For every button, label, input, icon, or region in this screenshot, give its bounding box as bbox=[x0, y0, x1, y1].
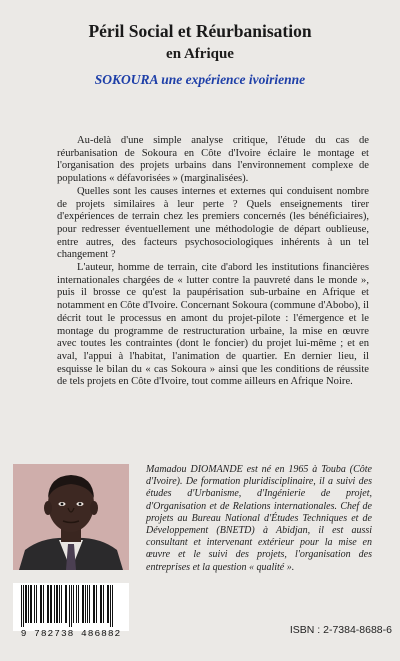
book-subtitle: en Afrique bbox=[166, 46, 234, 62]
book-subtitle-secondary: SOKOURA une expérience ivoirienne bbox=[94, 72, 306, 87]
book-title: Péril Social et Réurbanisation bbox=[88, 21, 312, 41]
author-bio bbox=[146, 464, 372, 574]
author-photo bbox=[13, 464, 129, 570]
synopsis-paragraph-2: Quelles sont les causes internes et externes qui conduisent nombre de projets similaires à leur perte ? Quels enseignements tirer d'expériences de terrain chez les premiers concernés (les bénéficiaires), pour redresser éventuellement une méthodologie de départ oublieuse, entre autres, des facteurs psychosociologiques inhérents à un tel changement ? bbox=[57, 185, 369, 261]
barcode-number: 9 782738 486882 bbox=[20, 628, 122, 639]
synopsis-paragraph-1: Au-delà d'une simple analyse critique, l'étude du cas de réurbanisation de Sokoura en Côte d'Ivoire éclaire le montage et l'organisation des projets urbains dans l'environnement complexe de populations « défavorisées » (marginalisées). bbox=[57, 135, 369, 185]
author-name: Mamadou DIOMANDE bbox=[146, 464, 243, 475]
synopsis-paragraph-3: L'auteur, homme de terrain, cite d'abord les institutions financières internationales chargées de « lutter contre la pauvreté dans le monde », puis il brosse ce qu'est la paupérisation sub-urbaine en Afrique et notamment en Côte d'Ivoire. Concernant Sokoura (commune d'Abobo), il décrit tout le processus en amont du projet-pilote : l'émergence et le montage du programme de restructuration urbaine, la mise en œuvre avec toutes les contraintes (dont le foncier) du projet lui-même ; et en aval, l'appui à l'habitat, l'animation de quartier. En dernier lieu, il esquisse le bilan du « cas Sokoura » ainsi que les conditions de réussite de tels projets en Côte d'Ivoire, tout comme ailleurs en Afrique Noire. bbox=[57, 262, 369, 388]
barcode bbox=[13, 583, 129, 631]
isbn-label: ISBN : 2-7384-8688-6 bbox=[289, 624, 392, 636]
barcode-bars bbox=[13, 583, 129, 627]
author-bio-text: est né en 1965 à Touba (Côte d'Ivoire). De formation pluridisciplinaire, il a suivi des études d'Urbanisme, d'Ingénierie de projet, d'Organisation et de Relations internationales. Chef de projets au Bureau National d'Études Techniques et de Développement (BNETD) à Abidjan, il est aussi consultant et intervenant extérieur pour la mise en œuvre et le suivi des projets, l'organisation des entreprises et la question « qualité ». bbox=[146, 464, 372, 573]
synopsis bbox=[57, 135, 369, 389]
author-portrait-image bbox=[13, 464, 129, 570]
